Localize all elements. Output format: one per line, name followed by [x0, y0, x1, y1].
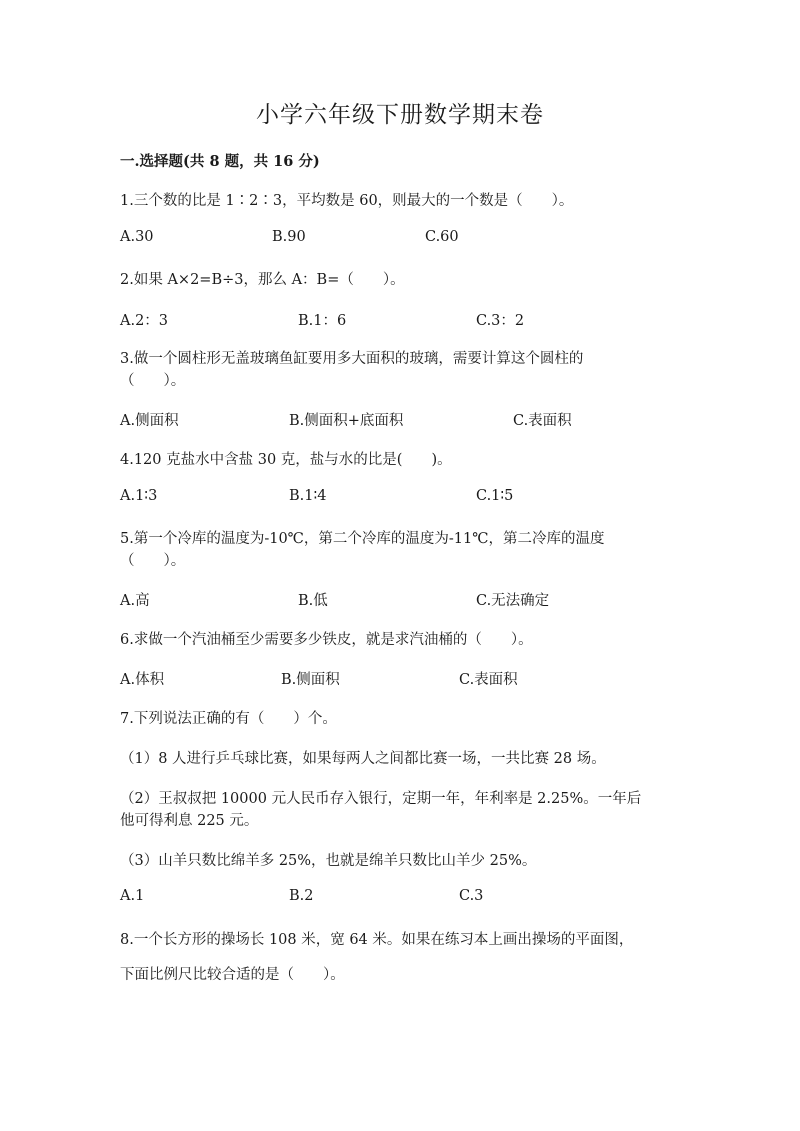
question-5-option-a[interactable]: A.高 — [120, 593, 150, 609]
question-1-option-c[interactable]: C.60 — [425, 229, 459, 245]
question-7-statement-2-line-1: （2）王叔叔把 10000 元人民币存入银行，定期一年，年利率是 2.25%。一年后 — [120, 791, 642, 807]
question-6-text: 6.求做一个汽油桶至少需要多少铁皮，就是求汽油桶的（ ）。 — [120, 632, 533, 648]
question-8-text-line-2: 下面比例尺比较合适的是（ ）。 — [120, 967, 345, 983]
question-7-option-b[interactable]: B.2 — [289, 888, 314, 904]
question-6-option-c[interactable]: C.表面积 — [459, 672, 518, 688]
question-6-option-b[interactable]: B.侧面积 — [281, 672, 340, 688]
question-3-text-line-1: 3.做一个圆柱形无盖玻璃鱼缸要用多大面积的玻璃，需要计算这个圆柱的 — [120, 351, 584, 367]
question-6-option-a[interactable]: A.体积 — [120, 672, 165, 688]
question-4-option-a[interactable]: A.1∶3 — [120, 488, 158, 504]
question-5-option-c[interactable]: C.无法确定 — [476, 593, 550, 609]
question-3-option-c[interactable]: C.表面积 — [513, 413, 572, 429]
page-title: 小学六年级下册数学期末卷 — [256, 102, 544, 128]
question-1-text: 1.三个数的比是 1∶2∶3，平均数是 60，则最大的一个数是（ ）。 — [120, 193, 574, 209]
question-2-option-c[interactable]: C.3：2 — [476, 313, 525, 329]
question-7-statement-2-line-2: 他可得利息 225 元。 — [120, 813, 259, 829]
question-5-text-line-2: （ ）。 — [120, 553, 186, 569]
question-3-text-line-2: （ ）。 — [120, 373, 186, 389]
question-1-option-a[interactable]: A.30 — [120, 229, 154, 245]
question-3-option-a[interactable]: A.侧面积 — [120, 413, 179, 429]
question-8-text-line-1: 8.一个长方形的操场长 108 米，宽 64 米。如果在练习本上画出操场的平面图， — [120, 932, 634, 948]
question-2-option-a[interactable]: A.2：3 — [120, 313, 169, 329]
question-7-statement-3: （3）山羊只数比绵羊多 25%，也就是绵羊只数比山羊少 25%。 — [120, 853, 537, 869]
question-2-option-b[interactable]: B.1：6 — [298, 313, 347, 329]
question-7-statement-1: （1）8 人进行乒乓球比赛，如果每两人之间都比赛一场，一共比赛 28 场。 — [120, 751, 606, 767]
question-3-option-b[interactable]: B.侧面积+底面积 — [289, 413, 404, 429]
section-heading: 一.选择题(共 8 题，共 16 分) — [120, 153, 320, 170]
question-4-option-c[interactable]: C.1∶5 — [476, 488, 514, 504]
question-7-option-a[interactable]: A.1 — [120, 888, 145, 904]
question-4-option-b[interactable]: B.1∶4 — [289, 488, 327, 504]
question-4-text: 4.120 克盐水中含盐 30 克，盐与水的比是( )。 — [120, 452, 452, 468]
question-5-text-line-1: 5.第一个冷库的温度为-10℃，第二个冷库的温度为-11℃，第二冷库的温度 — [120, 531, 605, 547]
question-7-text: 7.下列说法正确的有（ ）个。 — [120, 711, 337, 727]
question-2-text: 2.如果 A×2=B÷3，那么 A：B=（ ）。 — [120, 272, 405, 288]
question-7-option-c[interactable]: C.3 — [459, 888, 484, 904]
question-5-option-b[interactable]: B.低 — [298, 593, 328, 609]
question-1-option-b[interactable]: B.90 — [272, 229, 306, 245]
